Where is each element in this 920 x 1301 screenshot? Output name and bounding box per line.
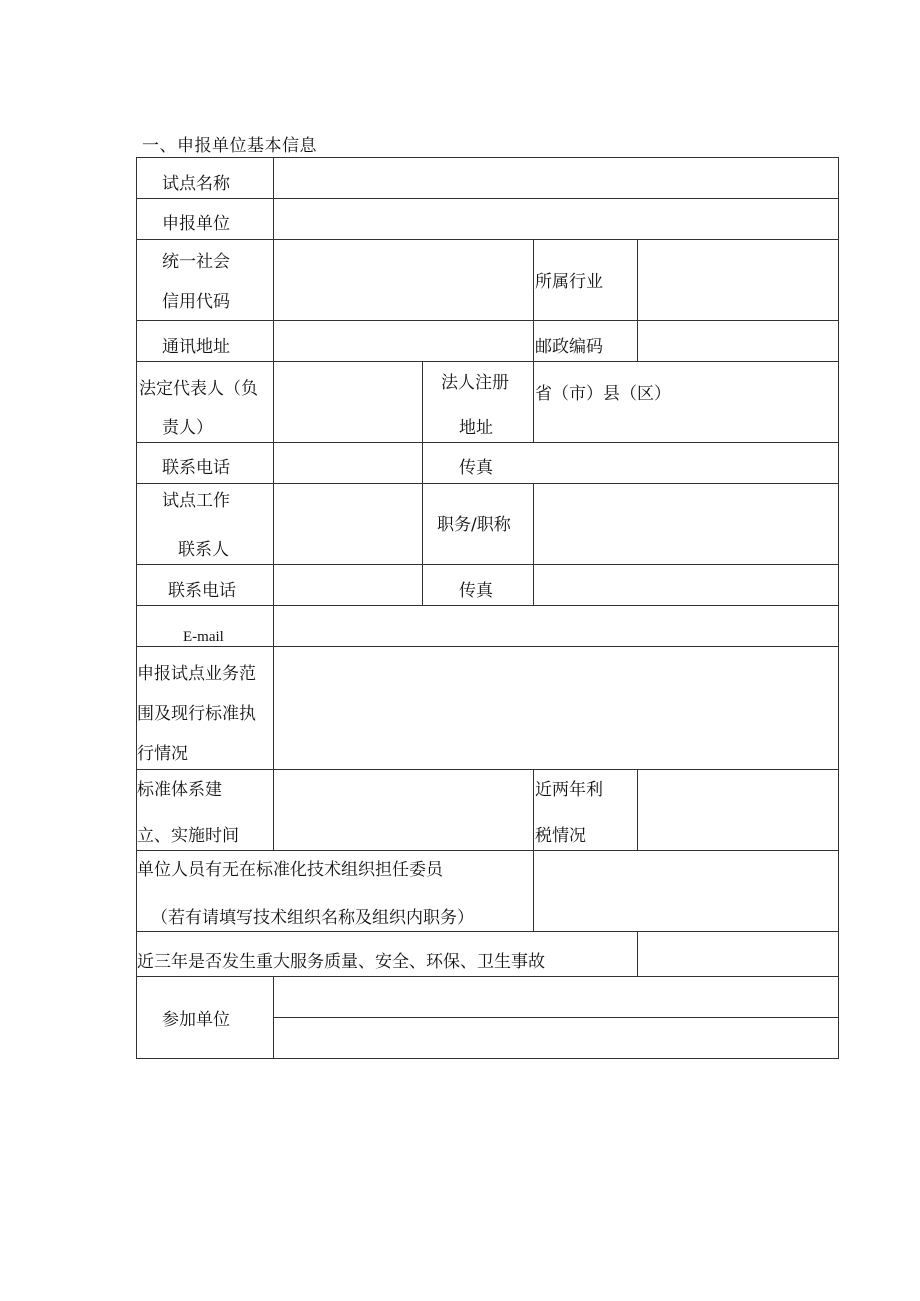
label-contact: 联系人 xyxy=(178,540,229,560)
label-committee: 单位人员有无在标准化技术组织担任委员 xyxy=(137,860,443,880)
label-email: E-mail xyxy=(183,629,224,645)
label-legal-rep: 责人） xyxy=(162,418,213,438)
postcode-field[interactable] xyxy=(638,321,838,361)
tax-field[interactable] xyxy=(638,770,838,850)
reg-address-template: 省（市）县（区） xyxy=(535,384,671,404)
label-scope: 围及现行标准执 xyxy=(137,704,256,724)
pilot-name-field[interactable] xyxy=(274,158,838,198)
fax-field-2[interactable] xyxy=(534,565,838,605)
credit-code-field[interactable] xyxy=(274,240,533,320)
table-line xyxy=(838,157,839,1059)
label-reg-address: 地址 xyxy=(459,418,493,438)
label-scope: 行情况 xyxy=(137,744,188,764)
table-line xyxy=(136,361,839,362)
section-title: 一、申报单位基本信息 xyxy=(142,136,317,156)
label-applicant-unit: 申报单位 xyxy=(162,214,230,234)
table-line xyxy=(422,361,423,605)
participant-field-2[interactable] xyxy=(274,1018,838,1058)
participant-field-1[interactable] xyxy=(274,977,838,1017)
label-industry: 所属行业 xyxy=(535,272,603,292)
industry-field[interactable] xyxy=(638,240,838,320)
std-system-field[interactable] xyxy=(274,770,533,850)
scope-field[interactable] xyxy=(274,647,838,769)
label-fax: 传真 xyxy=(459,458,493,478)
legal-rep-field[interactable] xyxy=(274,362,422,442)
label-legal-rep: 法定代表人（负 xyxy=(139,379,258,399)
table-line xyxy=(136,1058,839,1059)
label-accidents: 近三年是否发生重大服务质量、安全、环保、卫生事故 xyxy=(137,952,545,972)
label-std-system: 立、实施时间 xyxy=(137,826,239,846)
label-pilot-name: 试点名称 xyxy=(162,174,230,194)
label-contact: 试点工作 xyxy=(162,491,230,511)
label-participants: 参加单位 xyxy=(162,1010,230,1030)
committee-field[interactable] xyxy=(534,851,838,931)
label-address: 通讯地址 xyxy=(162,337,230,357)
label-scope: 申报试点业务范 xyxy=(137,664,256,684)
contact-field[interactable] xyxy=(274,484,422,564)
label-tax: 近两年利 xyxy=(535,780,603,800)
label-postcode: 邮政编码 xyxy=(535,337,603,357)
label-credit-code: 信用代码 xyxy=(162,292,230,312)
label-phone: 联系电话 xyxy=(162,458,230,478)
label-position: 职务/职称 xyxy=(437,515,511,535)
label-committee: （若有请填写技术组织名称及组织内职务） xyxy=(151,908,474,928)
position-field[interactable] xyxy=(534,484,838,564)
label-reg-address: 法人注册 xyxy=(441,373,509,393)
label-credit-code: 统一社会 xyxy=(162,252,230,272)
email-field[interactable] xyxy=(274,606,838,646)
applicant-unit-field[interactable] xyxy=(274,199,838,239)
accidents-field[interactable] xyxy=(638,932,838,976)
address-field[interactable] xyxy=(274,321,533,361)
label-std-system: 标准体系建 xyxy=(137,780,222,800)
fax-field-1[interactable] xyxy=(534,443,838,483)
label-fax: 传真 xyxy=(459,581,493,601)
phone-field-1[interactable] xyxy=(274,443,422,483)
phone-field-2[interactable] xyxy=(274,565,422,605)
label-phone: 联系电话 xyxy=(168,581,236,601)
label-tax: 税情况 xyxy=(535,826,586,846)
table-line xyxy=(533,239,534,442)
table-line xyxy=(136,157,137,1059)
